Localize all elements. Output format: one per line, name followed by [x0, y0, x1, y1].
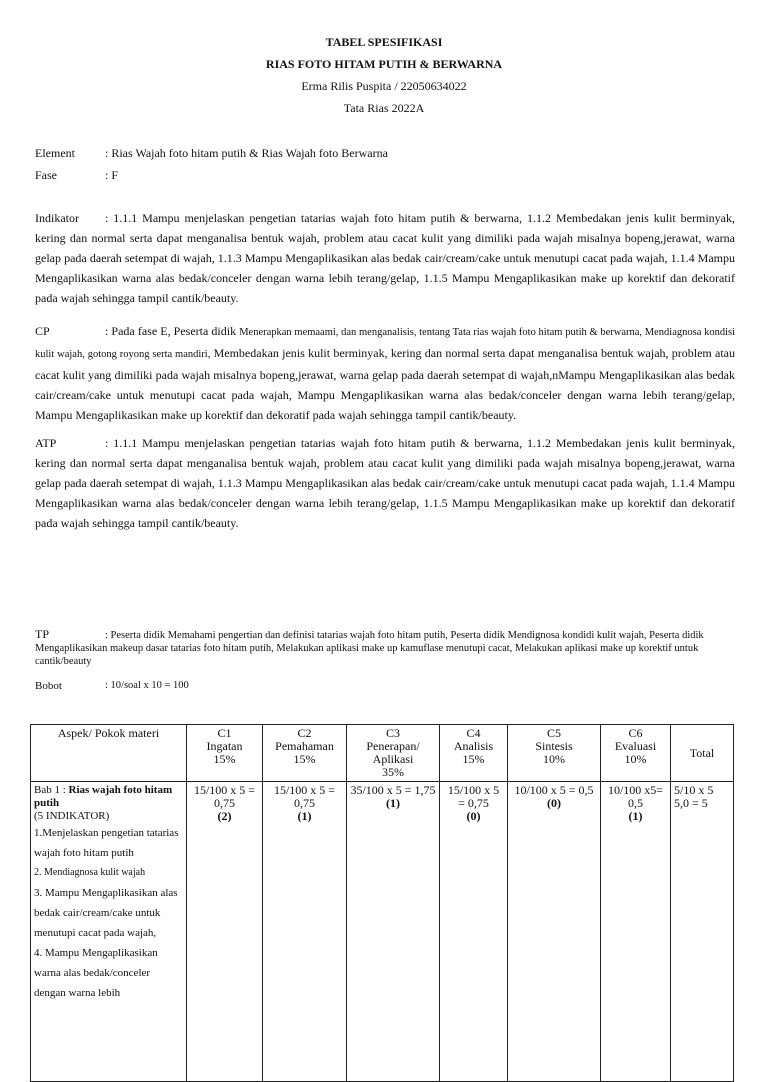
- header-c3: C3 Penerapan/ Aplikasi 35%: [347, 725, 440, 782]
- indikator-paragraph: [35, 208, 735, 308]
- c2-cell: 15/100 x 5 = 0,75 (1): [263, 782, 347, 1082]
- list-item: 1.Menjelaskan pengetian tatarias wajah foto hitam putih: [34, 827, 179, 859]
- header-total: Total: [671, 725, 734, 782]
- doc-title: TABEL SPESIFIKASI: [325, 35, 443, 49]
- list-item: 4. Mampu Mengaplikasikan warna alas bedak/conceler dengan warna lebih: [34, 947, 158, 999]
- tp-label: TP: [35, 627, 50, 641]
- header-c6: C6 Evaluasi 10%: [601, 725, 671, 782]
- header-c1: C1 Ingatan 15%: [187, 725, 263, 782]
- table-header-row: [31, 725, 734, 782]
- indikator-count: (5 INDIKATOR): [34, 810, 110, 822]
- bab-heading: Bab 1 : Rias wajah foto hitam putih: [34, 784, 173, 809]
- list-item: 2. Mendiagnosa kulit wajah: [34, 867, 146, 878]
- doc-class: Tata Rias 2022A: [343, 101, 425, 115]
- atp-paragraph: [35, 433, 735, 533]
- c6-cell: 10/100 x5= 0,5 (1): [601, 782, 671, 1082]
- element-value: : Rias Wajah foto hitam putih & Rias Wajah foto Berwarna: [105, 146, 388, 160]
- indikator-text: : 1.1.1 Mampu menjelaskan pengetian tatarias wajah foto hitam putih & berwarna, 1.1.2 Membedakan jenis kulit berminyak, kering dan normal serta dapat menganalisa bentuk wajah, problem atau cacat kulit yang dimiliki pada wajah misalnya bopeng,jerawat, warna gelap pada daerah setempat di wajah, 1.1.3 Mampu Mengaplikasikan alas bedak cair/cream/cake untuk menutupi cacat pada wajah, 1.1.4 Mampu Mengaplikasikan warna alas bedak/conceler dengan warna lebih terang/gelap, 1.1.5 Mampu Mengaplikasikan make up korektif dan dekoratif pada wajah sehingga tampil cantik/beauty.: [35, 211, 735, 305]
- header-c2: C2 Pemahaman 15%: [263, 725, 347, 782]
- c5-cell: 10/100 x 5 = 0,5 (0): [508, 782, 601, 1082]
- bobot-label: Bobot: [35, 680, 62, 692]
- cp-text-start: : Pada fase E, Peserta didik: [105, 324, 240, 338]
- tp-text: : Peserta didik Memahami pengertian dan definisi tatarias wajah foto hitam putih, Peserta didik Mendignosa kondidi kulit wajah, Peserta didik Mengaplikasikan makeup dasar tatarias foto hitam putih, Melakukan aplikasi make up kamuflase menutupi cacat, Melakukan aplikasi make up korektif untuk cantik/beauty: [35, 630, 704, 667]
- fase-value: : F: [105, 168, 119, 182]
- cp-text-rest: Membedakan jenis kulit berminyak, kering dan normal serta dapat menganalisa bentuk wajah, problem atau cacat kulit yang dimiliki pada wajah misalnya bopeng,jerawat, warna gelap pada daerah setempat di wajah,nMampu Mengaplikasikan alas bedak cair/cream/cake untuk menutupi cacat pada wajah, Mampu Mengaplikasikan warna alas bedak/conceler dengan warna lebih terang/gelap, Mampu Mengaplikasikan make up korektif dan dekoratif pada wajah sehingga tampil cantik/beauty.: [35, 346, 736, 422]
- c4-cell: 15/100 x 5 = 0,75 (0): [440, 782, 508, 1082]
- cp-label: CP: [35, 324, 50, 338]
- c1-cell: 15/100 x 5 = 0,75 (2): [187, 782, 263, 1082]
- header-c5: C5 Sintesis 10%: [508, 725, 601, 782]
- tp-paragraph: [35, 628, 735, 668]
- atp-label: ATP: [35, 436, 57, 450]
- c3-cell: 35/100 x 5 = 1,75 (1): [347, 782, 440, 1082]
- header-c4: C4 Analisis 15%: [440, 725, 508, 782]
- cp-text-small: Menerapkan memaami, dan menganalisis, tentang Tata rias wajah foto hitam putih & berwarna, Mendiagnosa kondisi kulit wajah, gotong royong serta mandiri,: [35, 327, 735, 360]
- indikator-label: Indikator: [35, 211, 79, 225]
- doc-author: Erma Rilis Puspita / 22050634022: [301, 79, 467, 93]
- doc-subtitle: RIAS FOTO HITAM PUTIH & BERWARNA: [265, 57, 503, 71]
- list-item: 3. Mampu Mengaplikasikan alas bedak cair/cream/cake untuk menutupi cacat pada wajah,: [34, 887, 178, 939]
- specification-table: [30, 724, 734, 1082]
- header-aspek: Aspek/ Pokok materi: [31, 725, 187, 782]
- aspect-cell: [31, 782, 187, 1082]
- fase-label: Fase: [35, 168, 57, 182]
- total-cell: 5/10 x 5 5,0 = 5: [671, 782, 734, 1082]
- element-label: Element: [35, 146, 75, 160]
- table-row: [31, 782, 734, 1082]
- atp-text: : 1.1.1 Mampu menjelaskan pengetian tatarias wajah foto hitam putih & berwarna, 1.1.2 Membedakan jenis kulit berminyak, kering dan normal serta dapat menganalisa bentuk wajah, problem atau cacat kulit yang dimiliki pada wajah misalnya bopeng,jerawat, warna gelap pada daerah setempat di wajah, 1.1.3 Mampu Mengaplikasikan alas bedak cair/cream/cake untuk menutupi cacat pada wajah, 1.1.4 Mampu Mengaplikasikan warna alas bedak/conceler dengan warna lebih terang/gelap, 1.1.5 Mampu Mengaplikasikan make up korektif dan dekoratif pada wajah sehingga tampil cantik/beauty.: [35, 436, 735, 530]
- cp-paragraph: [35, 321, 735, 425]
- bobot-value: : 10/soal x 10 = 100: [105, 680, 189, 691]
